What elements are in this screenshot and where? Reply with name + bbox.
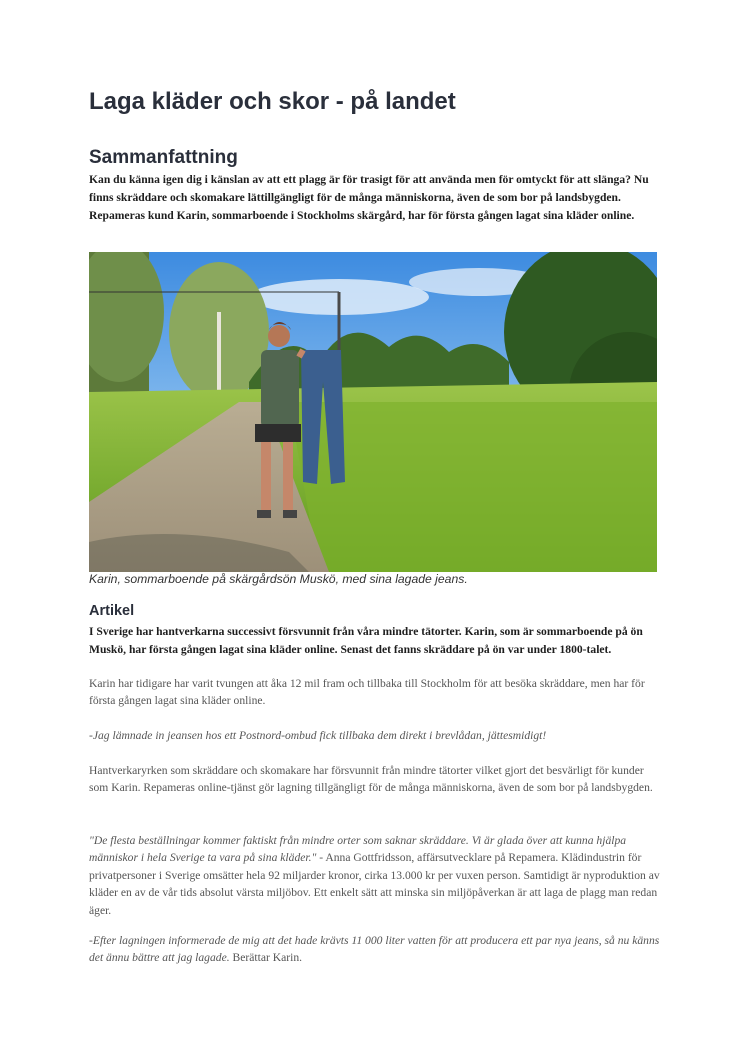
article-paragraph-2 <box>89 727 661 744</box>
article-paragraph-1: Karin har tidigare har varit tvungen att åka 12 mil fram och tillbaka till Stockholm för att besöka skräddare, men har för första gången lagat sina kläder online. <box>89 677 645 708</box>
article-heading: Artikel <box>89 603 135 619</box>
article-photo <box>89 252 657 572</box>
article-paragraph-4 <box>89 832 661 919</box>
photo-caption: Karin, sommarboende på skärgårdsön Muskö, med sina lagade jeans. <box>89 572 468 586</box>
quote-attribution: - Anna Gottfridsson, affärsutvecklare på Repamera. <box>316 851 559 865</box>
page-title: Laga kläder och skor - på landet <box>89 88 456 115</box>
quote-text: -Efter lagningen informerade de mig att det hade krävts 11 000 liter vatten för att producera ett par nya jeans, så nu känns det ännu bättre att jag lagade. <box>89 934 660 965</box>
article-lead: I Sverige har hantverkarna successivt försvunnit från våra mindre tätorter. Karin, som är sommarboende på ön Muskö, har första gången lagat sina kläder online. Senast det fanns skräddare på ön var under 1800-talet. <box>89 625 643 656</box>
article-paragraph-3: Hantverkaryrken som skräddare och skomakare har försvunnit från mindre tätorter vilket gjort det besvärligt för kunder som Karin. Repameras online-tjänst gör lagning tillgängligt för de många människorna, även de som bor på landsbygden. <box>89 764 653 795</box>
quote-text: -Jag lämnade in jeansen hos ett Postnord-ombud fick tillbaka dem direkt i brevlådan, jättesmidigt! <box>89 729 547 742</box>
paragraph-text: Klädindustrin för privatpersoner i Sverige omsätter hela 92 miljarder kronor, cirka 13.000 kr per vuxen person. Samtidigt är nyproduktion av kläder en av de vår tids absolut värsta miljöbov. Ett enkelt sätt att minska sin miljöpåverkan är att laga de plagg man redan äger. <box>89 851 660 917</box>
paragraph-text: Berättar Karin. <box>229 951 303 965</box>
quote-text: "De flesta beställningar kommer faktiskt från mindre orter som saknar skräddare. Vi är glada över att kunna hjälpa människor i hela Sverige ta vara på sina kläder." <box>89 834 627 865</box>
summary-text: Kan du känna igen dig i känslan av att ett plagg är för trasigt för att använda men för omtyckt för att slänga? Nu finns skräddare och skomakare lättillgängligt för de många människorna, även de som bor på landsbygden. Repameras kund Karin, sommarboende i Stockholms skärgård, har för första gången lagat sina kläder online. <box>89 173 649 222</box>
summary-heading: Sammanfattning <box>89 147 238 168</box>
article-paragraph-5 <box>89 932 661 967</box>
